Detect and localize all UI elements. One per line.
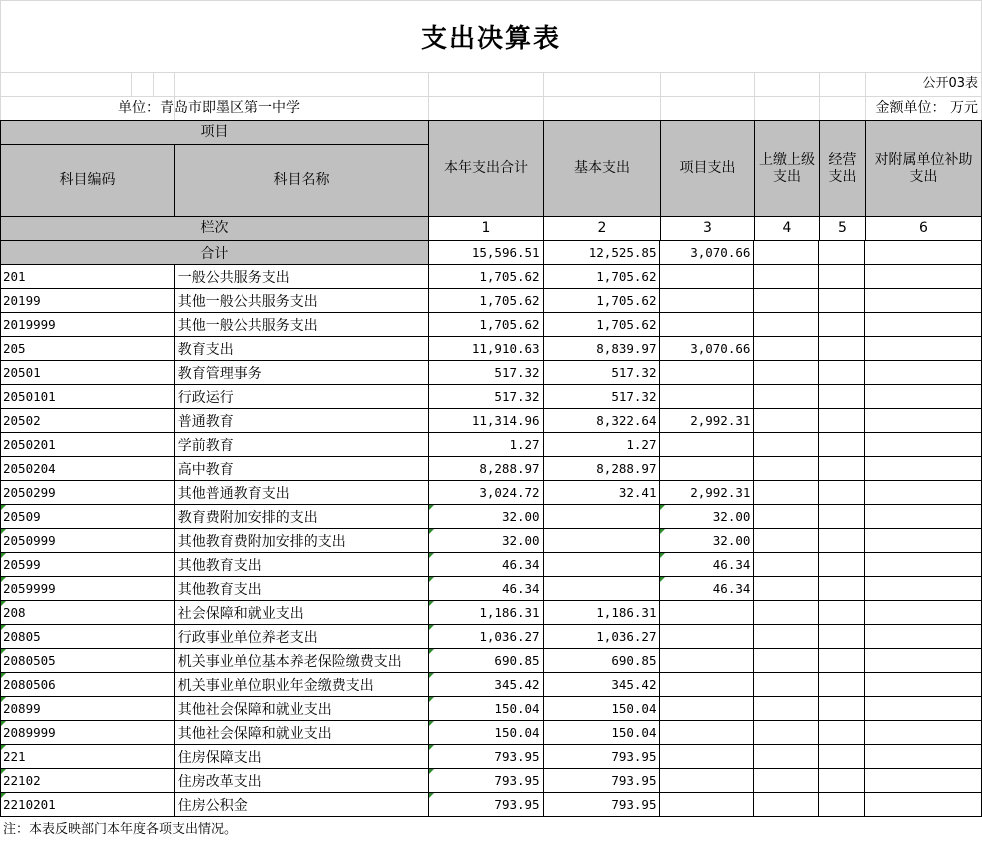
row-total: 11,910.63 [428,337,543,361]
table-row [1,265,982,289]
row-name: 社会保障和就业支出 [174,601,428,625]
row-basic: 150.04 [543,697,660,721]
row-business [819,721,865,745]
row-code: 2050999 [1,529,175,553]
row-upper [754,409,819,433]
row-basic [543,577,660,601]
row-code: 2050299 [1,481,175,505]
row-basic [543,505,660,529]
header-col5: 经营支出 [819,120,866,217]
row-name: 普通教育 [174,409,428,433]
row-business [819,673,865,697]
row-upper [754,361,819,385]
row-business [819,769,865,793]
row-name: 教育费附加安排的支出 [174,505,428,529]
row-total: 32.00 [428,505,543,529]
row-basic: 793.95 [543,745,660,769]
row-name: 住房保障支出 [174,745,428,769]
row-business [819,505,865,529]
row-total: 1.27 [428,433,543,457]
row-subsidy [865,289,982,313]
total-row [1,241,982,265]
row-name: 其他一般公共服务支出 [174,289,428,313]
row-project [660,433,754,457]
row-name: 住房改革支出 [174,769,428,793]
table-row [1,529,982,553]
row-upper [754,577,819,601]
row-code: 20805 [1,625,175,649]
row-code: 2059999 [1,577,175,601]
row-total: 1,705.62 [428,313,543,337]
row-code: 201 [1,265,175,289]
row-basic: 1,705.62 [543,313,660,337]
row-subsidy [865,457,982,481]
row-total: 793.95 [428,793,543,817]
row-name: 其他一般公共服务支出 [174,313,428,337]
row-project [660,361,754,385]
row-basic: 1.27 [543,433,660,457]
row-upper [754,721,819,745]
row-code: 2050204 [1,457,175,481]
row-basic: 517.32 [543,361,660,385]
row-subsidy [865,793,982,817]
row-upper [754,289,819,313]
row-basic: 1,036.27 [543,625,660,649]
row-business [819,265,865,289]
row-basic: 150.04 [543,721,660,745]
row-total: 690.85 [428,649,543,673]
col-index-4: 4 [754,216,820,241]
table-row [1,601,982,625]
row-upper [754,625,819,649]
row-total: 793.95 [428,769,543,793]
row-code: 20502 [1,409,175,433]
page-title: 支出决算表 [420,23,561,54]
row-code: 2050101 [1,385,175,409]
total-c4 [754,241,819,265]
row-subsidy [865,673,982,697]
row-business [819,625,865,649]
row-project: 32.00 [660,505,754,529]
table-row [1,673,982,697]
amount-unit-label: 金额单位： 万元 [875,100,978,116]
row-code: 20899 [1,697,175,721]
total-c2: 12,525.85 [543,241,660,265]
row-subsidy [865,721,982,745]
row-total: 517.32 [428,361,543,385]
row-name: 其他教育支出 [174,577,428,601]
col-index-6: 6 [865,216,982,241]
row-name: 教育管理事务 [174,361,428,385]
row-total: 11,314.96 [428,409,543,433]
row-subsidy [865,601,982,625]
table-row [1,313,982,337]
row-upper [754,529,819,553]
row-code: 20501 [1,361,175,385]
table-row [1,457,982,481]
table-row [1,793,982,817]
row-subsidy [865,649,982,673]
table-row [1,721,982,745]
row-basic: 1,186.31 [543,601,660,625]
row-basic: 8,322.64 [543,409,660,433]
row-project: 46.34 [660,577,754,601]
row-total: 1,705.62 [428,265,543,289]
row-basic: 345.42 [543,673,660,697]
row-upper [754,457,819,481]
row-project [660,385,754,409]
header-col1: 本年支出合计 [428,120,544,217]
table-row [1,433,982,457]
row-business [819,745,865,769]
row-basic: 1,705.62 [543,289,660,313]
row-code: 20509 [1,505,175,529]
row-upper [754,769,819,793]
row-upper [754,673,819,697]
table-row [1,745,982,769]
table-row [1,385,982,409]
row-basic: 8,288.97 [543,457,660,481]
table-row [1,649,982,673]
row-subsidy [865,769,982,793]
row-total: 32.00 [428,529,543,553]
row-project [660,769,754,793]
row-subsidy [865,337,982,361]
row-project [660,793,754,817]
row-name: 其他教育费附加安排的支出 [174,529,428,553]
row-business [819,553,865,577]
table-row [1,289,982,313]
row-code: 2089999 [1,721,175,745]
table-row [1,577,982,601]
row-business [819,529,865,553]
total-c6 [865,241,982,265]
row-upper [754,337,819,361]
row-business [819,697,865,721]
row-total: 150.04 [428,697,543,721]
total-c3: 3,070.66 [660,241,754,265]
col-index-1: 1 [428,216,544,241]
row-upper [754,265,819,289]
row-subsidy [865,553,982,577]
row-name: 其他社会保障和就业支出 [174,721,428,745]
row-total: 517.32 [428,385,543,409]
row-business [819,361,865,385]
row-project [660,457,754,481]
unit-label: 单位：青岛市即墨区第一中学 [118,100,300,116]
table-row [1,625,982,649]
expenditure-table [0,240,982,817]
row-total: 46.34 [428,553,543,577]
total-c1: 15,596.51 [428,241,543,265]
table-row [1,361,982,385]
row-upper [754,553,819,577]
row-total: 345.42 [428,673,543,697]
row-basic [543,529,660,553]
row-name: 其他教育支出 [174,553,428,577]
row-name: 行政运行 [174,385,428,409]
row-basic: 32.41 [543,481,660,505]
row-business [819,577,865,601]
row-upper [754,745,819,769]
row-total: 1,705.62 [428,289,543,313]
row-project [660,649,754,673]
row-subsidy [865,409,982,433]
footnote: 注：本表反映部门本年度各项支出情况。 [3,822,238,837]
row-code: 2019999 [1,313,175,337]
row-business [819,457,865,481]
row-business [819,649,865,673]
row-basic: 690.85 [543,649,660,673]
row-name: 其他社会保障和就业支出 [174,697,428,721]
row-total: 150.04 [428,721,543,745]
row-name: 一般公共服务支出 [174,265,428,289]
table-row [1,481,982,505]
row-project [660,265,754,289]
table-row [1,505,982,529]
row-subsidy [865,361,982,385]
row-label: 栏次 [0,216,429,241]
row-business [819,481,865,505]
row-business [819,289,865,313]
row-basic: 8,839.97 [543,337,660,361]
row-name: 住房公积金 [174,793,428,817]
row-name: 行政事业单位养老支出 [174,625,428,649]
row-upper [754,649,819,673]
row-project [660,745,754,769]
row-subsidy [865,265,982,289]
header-col3: 项目支出 [660,120,755,217]
row-basic [543,553,660,577]
col-index-2: 2 [543,216,661,241]
row-project [660,697,754,721]
row-upper [754,793,819,817]
row-name: 机关事业单位基本养老保险缴费支出 [174,649,428,673]
table-row [1,553,982,577]
row-business [819,793,865,817]
row-code: 2080505 [1,649,175,673]
table-row [1,697,982,721]
row-subsidy [865,697,982,721]
row-project [660,673,754,697]
row-subsidy [865,481,982,505]
row-business [819,433,865,457]
row-project: 3,070.66 [660,337,754,361]
row-basic: 1,705.62 [543,265,660,289]
row-name: 其他普通教育支出 [174,481,428,505]
row-business [819,385,865,409]
header-col4: 上缴上级支出 [754,120,820,217]
total-label: 合计 [1,241,429,265]
row-project [660,313,754,337]
row-total: 1,186.31 [428,601,543,625]
row-business [819,601,865,625]
row-subsidy [865,433,982,457]
col-index-5: 5 [819,216,866,241]
table-row [1,769,982,793]
header-col6: 对附属单位补助支出 [865,120,982,217]
row-business [819,337,865,361]
row-project [660,289,754,313]
row-code: 205 [1,337,175,361]
row-business [819,409,865,433]
table-id: 公开03表 [922,76,978,91]
row-name: 高中教育 [174,457,428,481]
row-code: 2080506 [1,673,175,697]
row-subsidy [865,385,982,409]
row-upper [754,433,819,457]
header-name: 科目名称 [174,144,429,217]
row-code: 20599 [1,553,175,577]
col-index-3: 3 [660,216,755,241]
row-code: 2050201 [1,433,175,457]
row-upper [754,505,819,529]
row-business [819,313,865,337]
table-row [1,337,982,361]
row-code: 22102 [1,769,175,793]
row-subsidy [865,529,982,553]
row-subsidy [865,745,982,769]
row-upper [754,313,819,337]
header-col2: 基本支出 [543,120,661,217]
row-subsidy [865,625,982,649]
row-project: 46.34 [660,553,754,577]
row-total: 8,288.97 [428,457,543,481]
row-name: 教育支出 [174,337,428,361]
row-upper [754,385,819,409]
row-name: 学前教育 [174,433,428,457]
row-project: 32.00 [660,529,754,553]
row-upper [754,697,819,721]
table-row [1,409,982,433]
row-code: 221 [1,745,175,769]
row-code: 2210201 [1,793,175,817]
total-c5 [819,241,865,265]
row-name: 机关事业单位职业年金缴费支出 [174,673,428,697]
row-project: 2,992.31 [660,409,754,433]
row-project: 2,992.31 [660,481,754,505]
row-subsidy [865,577,982,601]
row-project [660,601,754,625]
row-project [660,625,754,649]
row-total: 3,024.72 [428,481,543,505]
row-basic: 793.95 [543,793,660,817]
row-subsidy [865,313,982,337]
row-code: 20199 [1,289,175,313]
row-upper [754,601,819,625]
row-code: 208 [1,601,175,625]
row-subsidy [865,505,982,529]
row-total: 46.34 [428,577,543,601]
header-project: 项目 [0,120,429,145]
header-code: 科目编码 [0,144,175,217]
row-upper [754,481,819,505]
row-project [660,721,754,745]
row-basic: 793.95 [543,769,660,793]
row-total: 793.95 [428,745,543,769]
row-basic: 517.32 [543,385,660,409]
row-total: 1,036.27 [428,625,543,649]
